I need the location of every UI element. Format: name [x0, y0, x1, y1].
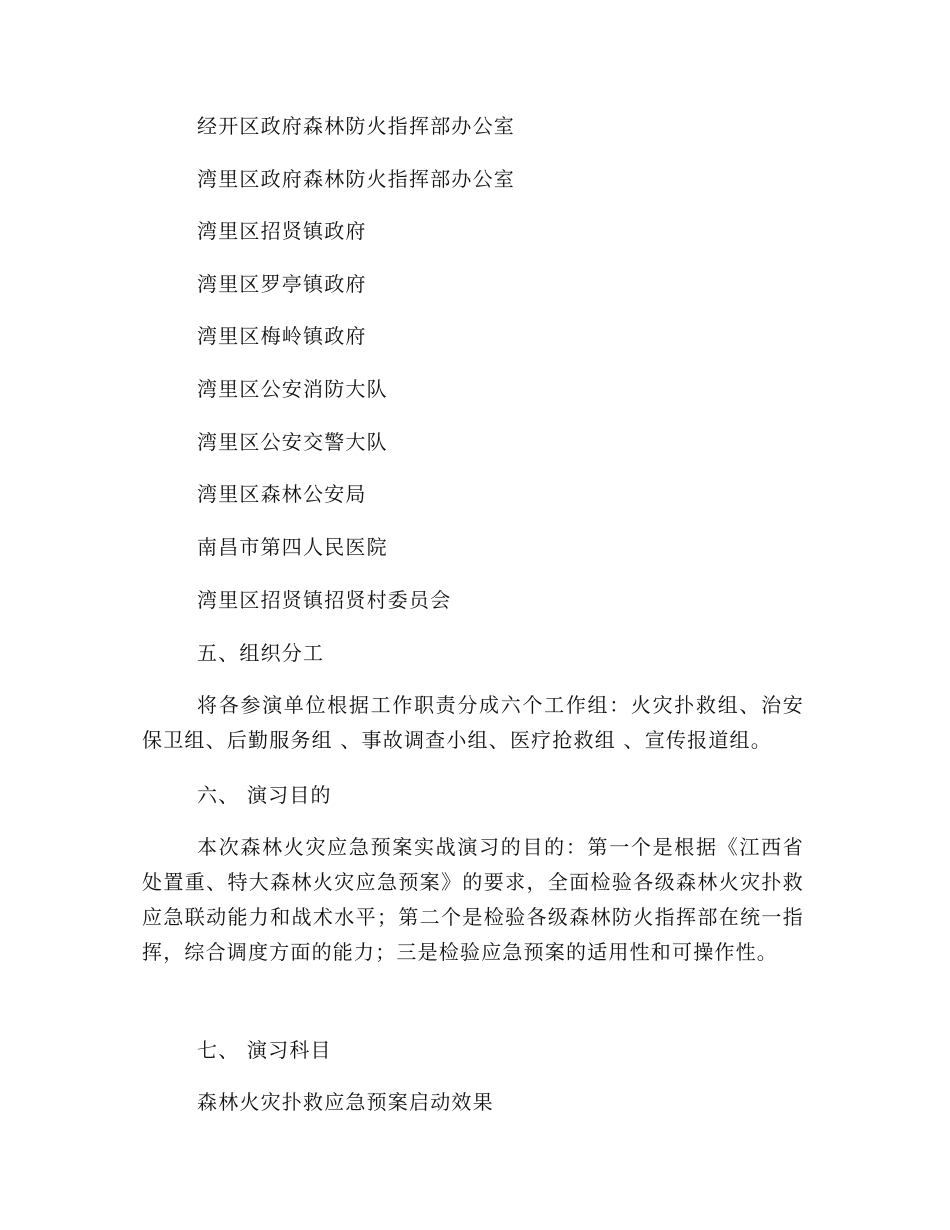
paragraph-organization: 将各参演单位根据工作职责分成六个工作组：火灾扑救组、治安保卫组、后勤服务组 、事故调查小组、医疗抢救组 、宣传报道组。 [142, 693, 804, 752]
list-item: 湾里区森林公安局 [197, 482, 367, 506]
list-item: 经开区政府森林防火指挥部办公室 [197, 114, 515, 138]
list-item: 湾里区招贤镇招贤村委员会 [197, 588, 452, 612]
subject-item: 森林火灾扑救应急预案启动效果 [197, 1090, 494, 1114]
section-heading-organization: 五、组织分工 [197, 641, 325, 665]
list-item: 湾里区梅岭镇政府 [197, 324, 367, 348]
list-item: 湾里区公安交警大队 [197, 430, 388, 454]
list-item: 湾里区罗亭镇政府 [197, 272, 367, 296]
section-heading-purpose: 六、 演习目的 [197, 783, 332, 807]
section-heading-subjects: 七、 演习科目 [197, 1038, 332, 1062]
list-item: 南昌市第四人民医院 [197, 535, 388, 559]
list-item: 湾里区政府森林防火指挥部办公室 [197, 167, 515, 191]
paragraph-purpose: 本次森林火灾应急预案实战演习的目的：第一个是根据《江西省处置重、特大森林火灾应急预案》的要求，全面检验各级森林火灾扑救应急联动能力和战术水平；第二个是检验各级森林防火指挥部在统一指挥，综合调度方面的能力；三是检验应急预案的适用性和可操作性。 [142, 835, 804, 964]
list-item: 湾里区招贤镇政府 [197, 219, 367, 243]
list-item: 湾里区公安消防大队 [197, 377, 388, 401]
